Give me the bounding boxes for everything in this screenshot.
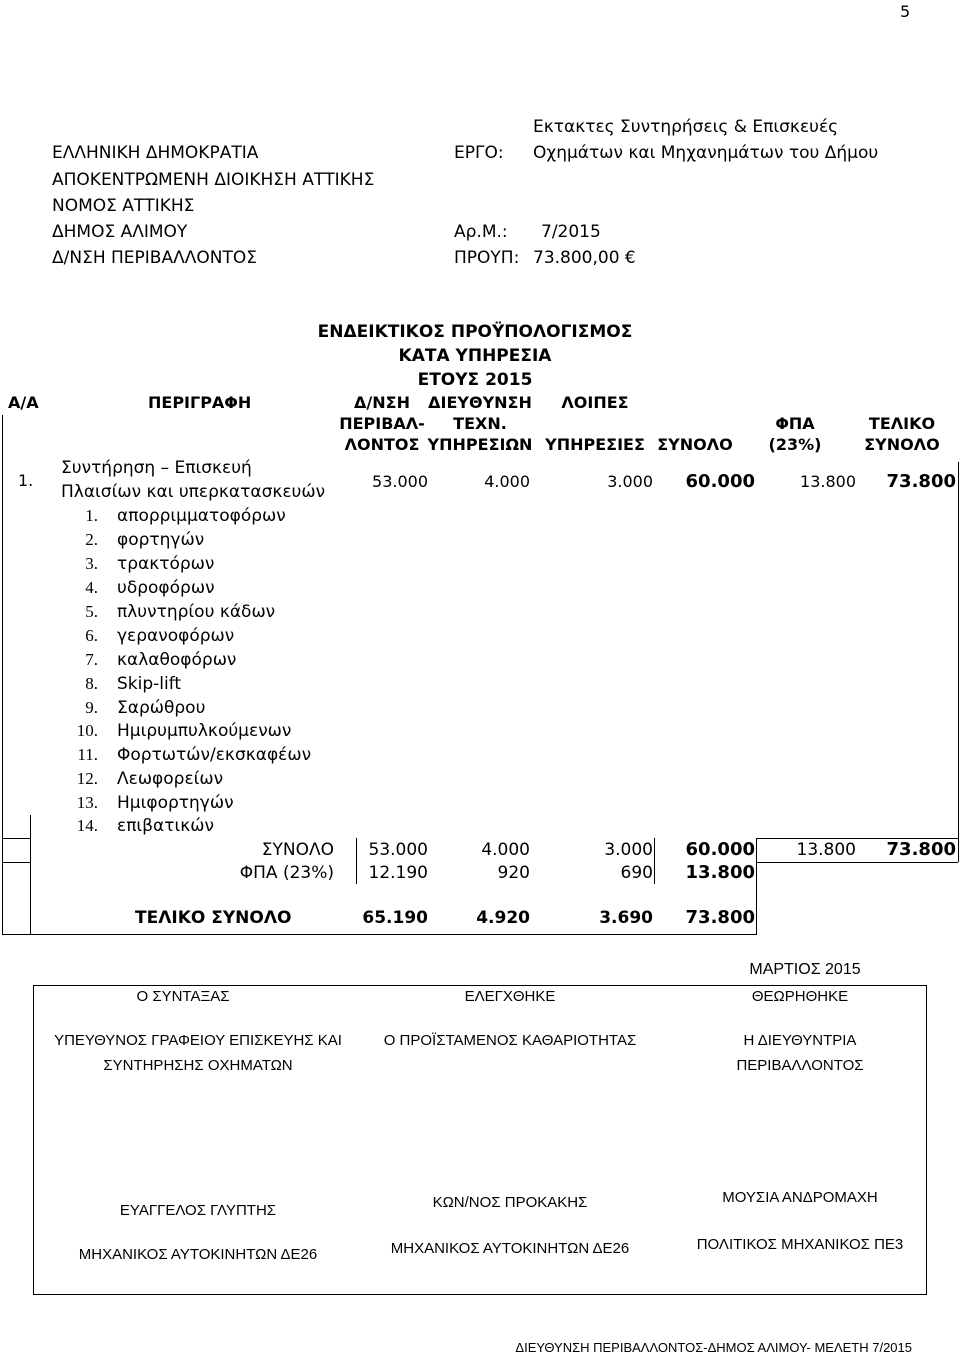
issuer-line: ΝΟΜΟΣ ΑΤΤΙΚΗΣ: [52, 196, 195, 216]
project-line1: Εκτακτες Συντηρήσεις & Επισκευές: [533, 117, 839, 137]
list-item-number: 4.: [85, 578, 98, 597]
table-rule: [30, 815, 31, 935]
list-item-label: Skip-lift: [117, 674, 182, 694]
list-item-number: 11.: [77, 745, 98, 764]
sum-total: 60.000: [685, 839, 755, 860]
ar-m-value: 7/2015: [541, 222, 601, 242]
row-desc-2: Πλαισίων και υπερκατασκευών: [61, 482, 326, 502]
sum-vat: 13.800: [796, 840, 856, 860]
col-other-2: ΥΠΗΡΕΣΙΕΣ: [545, 435, 645, 454]
table-rule: [2, 838, 30, 839]
col-vat-2: (23%): [768, 435, 822, 454]
project-label: ΕΡΓΟ:: [454, 143, 504, 163]
list-item-label: πλυντηρίου κάδων: [117, 602, 276, 622]
issuer-line: ΔΗΜΟΣ ΑΛΙΜΟΥ: [52, 222, 188, 242]
signature-col2-title: ΜΗΧΑΝΙΚΟΣ ΑΥΤΟΚΙΝΗΤΩΝ ΔΕ26: [390, 1240, 630, 1257]
row-env: 53.000: [372, 472, 428, 491]
list-item-label: Σαρώθρου: [117, 698, 206, 718]
budget-value: 73.800,00 €: [533, 248, 636, 268]
list-item-number: 6.: [85, 626, 98, 645]
list-item-label: Ημιφορτηγών: [117, 793, 234, 813]
row-other: 3.000: [607, 472, 653, 491]
grand-label: ΤΕΛΙΚΟ ΣΥΝΟΛΟ: [135, 908, 292, 928]
sum-tech: 4.000: [481, 840, 530, 860]
list-item-label: καλαθοφόρων: [117, 650, 237, 670]
col-vat-1: ΦΠΑ: [775, 414, 815, 433]
col-description: ΠΕΡΙΓΡΑΦΗ: [148, 393, 252, 412]
list-item-label: Λεωφορείων: [117, 769, 224, 789]
signature-col3-name: ΜΟΥΣΙΑ ΑΝΔΡΟΜΑΧΗ: [722, 1189, 878, 1206]
vat-other: 690: [620, 863, 653, 883]
signature-col3-role: Η ΔΙΕΥΘΥΝΤΡΙΑ: [743, 1032, 857, 1049]
list-item-number: 3.: [85, 554, 98, 573]
signature-col3-head: ΘΕΩΡΗΘΗΚΕ: [751, 988, 849, 1005]
row-total: 60.000: [685, 471, 755, 492]
col-env-3: ΛΟΝΤΟΣ: [344, 435, 420, 454]
signature-col2-role: Ο ΠΡΟΪΣΤΑΜΕΝΟΣ ΚΑΘΑΡΙΟΤΗΤΑΣ: [383, 1032, 637, 1049]
vat-label: ΦΠΑ (23%): [239, 863, 334, 883]
page-number: 5: [900, 2, 911, 21]
col-final-2: ΣΥΝΟΛΟ: [864, 435, 940, 454]
col-tech-2: ΤΕΧΝ.: [453, 414, 507, 433]
list-item-number: 1.: [85, 506, 98, 525]
signature-col2-head: ΕΛΕΓΧΘΗΚΕ: [464, 988, 556, 1005]
grand-total: 73.800: [685, 907, 755, 928]
row-tech: 4.000: [484, 472, 530, 491]
row-vat: 13.800: [800, 472, 856, 491]
signature-col3-title: ΠΟΛΙΤΙΚΟΣ ΜΗΧΑΝΙΚΟΣ ΠΕ3: [696, 1236, 904, 1253]
grand-tech: 4.920: [476, 908, 530, 928]
list-item-number: 14.: [76, 816, 98, 835]
list-item-label: Φορτωτών/εκσκαφέων: [117, 745, 312, 765]
title-line2: ΚΑΤΑ ΥΠΗΡΕΣΙΑ: [398, 346, 552, 366]
issuer-line: Δ/ΝΣΗ ΠΕΡΙΒΑΛΛΟΝΤΟΣ: [52, 248, 257, 268]
table-border-bottom: [2, 934, 756, 935]
grand-env: 65.190: [362, 908, 428, 928]
issuer-line: ΕΛΛΗΝΙΚΗ ΔΗΜΟΚΡΑΤΙΑ: [52, 143, 259, 163]
list-item-label: τρακτόρων: [117, 554, 215, 574]
col-total: ΣΥΝΟΛΟ: [657, 435, 733, 454]
signature-col3-role: ΠΕΡΙΒΑΛΛΟΝΤΟΣ: [736, 1057, 864, 1074]
ar-m-label: Αρ.Μ.:: [454, 222, 508, 242]
signature-date: ΜΑΡΤΙΟΣ 2015: [749, 961, 861, 978]
title-line1: ΕΝΔΕΙΚΤΙΚΟΣ ΠΡΟΫΠΟΛΟΓΙΣΜΟΣ: [317, 322, 633, 342]
vat-total: 13.800: [685, 862, 755, 883]
signature-col1-role: ΣΥΝΤΗΡΗΣΗΣ ΟΧΗΜΑΤΩΝ: [103, 1057, 293, 1074]
list-item-label: απορριμματοφόρων: [117, 506, 286, 526]
issuer-line: ΑΠΟΚΕΝΤΡΩΜΕΝΗ ΔΙΟΙΚΗΣΗ ΑΤΤΙΚΗΣ: [52, 170, 375, 190]
list-item-label: υδροφόρων: [117, 578, 215, 598]
row-desc-1: Συντήρηση – Επισκευή: [61, 458, 252, 478]
list-item-number: 2.: [85, 530, 98, 549]
col-final-1: ΤΕΛΙΚΟ: [868, 414, 936, 433]
col-env-1: Δ/ΝΣΗ: [354, 393, 410, 412]
list-item-label: επιβατικών: [117, 816, 214, 836]
project-line2: Οχημάτων και Μηχανημάτων του Δήμου: [533, 143, 879, 163]
budget-label: ΠΡΟΥΠ:: [454, 248, 520, 268]
sum-other: 3.000: [604, 840, 653, 860]
col-env-2: ΠΕΡΙΒΑΛ-: [339, 414, 425, 433]
list-item-number: 9.: [85, 698, 98, 717]
list-item-label: γερανοφόρων: [117, 626, 235, 646]
col-other-1: ΛΟΙΠΕΣ: [561, 393, 629, 412]
list-item-number: 13.: [76, 793, 98, 812]
col-tech-1: ΔΙΕΥΘΥΝΣΗ: [428, 393, 532, 412]
col-tech-3: ΥΠΗΡΕΣΙΩΝ: [427, 435, 533, 454]
table-rule: [2, 862, 30, 863]
row-final: 73.800: [886, 471, 956, 492]
grand-other: 3.690: [599, 908, 653, 928]
signature-col1-role: ΥΠΕΥΘΥΝΟΣ ΓΡΑΦΕΙΟΥ ΕΠΙΣΚΕΥΗΣ ΚΑΙ: [54, 1032, 342, 1049]
table-border-right: [958, 462, 959, 862]
sum-final: 73.800: [886, 839, 956, 860]
list-item-number: 12.: [76, 769, 98, 788]
col-aa: Α/Α: [8, 393, 39, 412]
signature-col1-head: Ο ΣΥΝΤΑΞΑΣ: [136, 988, 230, 1005]
list-item-label: Ημιρυμπυλκούμενων: [117, 721, 292, 741]
signature-col1-title: ΜΗΧΑΝΙΚΟΣ ΑΥΤΟΚΙΝΗΤΩΝ ΔΕ26: [78, 1246, 318, 1263]
list-item-number: 5.: [85, 602, 98, 621]
table-rule: [756, 838, 757, 935]
signature-col2-name: ΚΩΝ/ΝΟΣ ΠΡΟΚΑΚΗΣ: [432, 1194, 588, 1211]
table-border-left: [2, 415, 3, 935]
list-item-label: φορτηγών: [117, 530, 205, 550]
list-item-number: 7.: [85, 650, 98, 669]
sum-label: ΣΥΝΟΛΟ: [261, 840, 334, 860]
list-item-number: 10.: [76, 721, 98, 740]
table-rule: [756, 862, 958, 863]
list-item-number: 8.: [85, 674, 98, 693]
title-line3: ΕΤΟΥΣ 2015: [417, 370, 533, 390]
page-footer: ΔΙΕΥΘΥΝΣΗ ΠΕΡΙΒΑΛΛΟΝΤΟΣ-ΔΗΜΟΣ ΑΛΙΜΟΥ- ΜΕΛΕΤΗ 7/2015: [515, 1340, 912, 1355]
vat-env: 12.190: [368, 863, 428, 883]
row-number: 1.: [18, 471, 34, 490]
sum-env: 53.000: [368, 840, 428, 860]
vat-tech: 920: [497, 863, 530, 883]
signature-col1-name: ΕΥΑΓΓΕΛΟΣ ΓΛΥΠΤΗΣ: [119, 1202, 277, 1219]
